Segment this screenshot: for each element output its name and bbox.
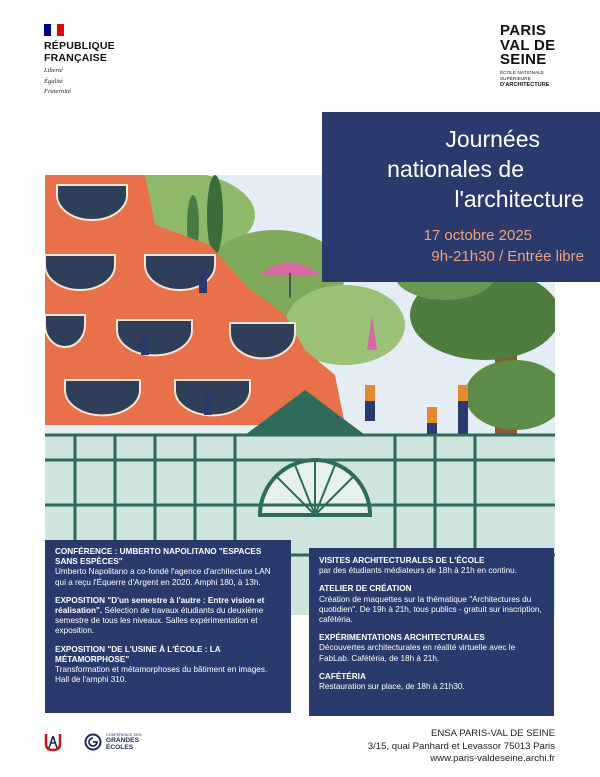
- french-flag-icon: [44, 24, 64, 36]
- program-text: par des étudiants médiateurs de 18h à 21h en continu.: [319, 566, 518, 576]
- school-address: [368, 728, 555, 766]
- logo-subtitle-2: D'ARCHITECTURE: [500, 81, 550, 88]
- program-text: Restauration sur place, de 18h à 21h30.: [319, 682, 465, 692]
- event-date: 17 octobre 2025: [423, 227, 532, 244]
- motto-fraternite: Fraternité: [44, 88, 71, 95]
- program-item: [319, 556, 546, 576]
- program-text: Création de maquettes sur la thématique "Architectures du quotidien". De 19h à 21h, tous publics - gratuit sur inscription, cafétéria.: [319, 594, 542, 625]
- title-line-2: nationales de: [387, 156, 524, 182]
- title-line-3: l'architecture: [454, 186, 584, 212]
- school-name: ENSA PARIS-VAL DE SEINE: [430, 728, 555, 739]
- school-website[interactable]: www.paris-valdeseine.archi.fr: [430, 753, 555, 765]
- event-hours: 9h-21h30 / Entrée libre: [431, 248, 584, 265]
- program-heading: EXPOSITION "DE L'USINE À L'ÉCOLE : LA MÉTAMORPHOSE": [55, 644, 221, 664]
- program-item: [55, 645, 283, 686]
- title-line-1: Journées: [445, 126, 540, 152]
- university-logo-icon: [44, 732, 66, 752]
- cge-big-text-2: ÉCOLES: [106, 744, 134, 752]
- cge-big-text-1: GRANDES: [106, 737, 139, 745]
- program-text: Umberto Napolitano a co-fondé l'agence d'architecture LAN qui a reçu l'Équerre d'Argent en 2020. Amphi 180, à 13h.: [55, 567, 271, 587]
- logo-line-seine: SEINE: [500, 51, 547, 68]
- program-right-panel: [309, 548, 554, 716]
- motto-liberte: Liberté: [44, 67, 63, 74]
- program-heading: VISITES ARCHITECTURALES DE L'ÉCOLE: [319, 556, 485, 565]
- paris-val-de-seine-logo: [500, 24, 564, 88]
- logo-line-val-de: VAL DE: [500, 36, 556, 54]
- logo-subtitle-1: ÉCOLE NATIONALE SUPÉRIEURE: [500, 69, 545, 81]
- program-text: Sélection de travaux étudiants du deuxième semestre de tous les niveaux. Salles expérimentation et exposition.: [55, 606, 264, 636]
- title-box: [322, 112, 600, 282]
- cge-emblem-icon: [84, 733, 102, 751]
- republique-line-2: FRANÇAISE: [44, 52, 108, 64]
- republique-line-1: RÉPUBLIQUE: [44, 40, 115, 52]
- motto-egalite: Égalité: [44, 77, 63, 85]
- program-heading: CAFÉTÉRIA: [319, 671, 366, 681]
- school-street: 3/15, quai Panhard et Levassor 75013 Paris: [367, 740, 555, 752]
- program-item: [55, 596, 283, 637]
- program-heading: ATELIER DE CRÉATION: [319, 584, 412, 594]
- program-text: Découvertes architecturales en réalité virtuelle avec le FabLab. Cafétéria, de 18h à 21h.: [319, 643, 516, 663]
- program-left-panel: [45, 540, 291, 713]
- partner-logos: [44, 732, 141, 752]
- program-heading: EXPOSITION "D'un semestre à l'autre : Entre vision et réalisation".: [55, 595, 265, 616]
- program-heading: CONFÉRENCE : UMBERTO NAPOLITANO "ESPACES SANS ESPÈCES": [55, 547, 262, 567]
- program-heading: EXPÉRIMENTATIONS ARCHITECTURALES: [319, 633, 485, 643]
- logo-line-paris: PARIS: [500, 22, 547, 39]
- cge-small-text: CONFÉRENCE DES: [106, 732, 142, 737]
- program-item: [319, 584, 546, 625]
- republique-francaise-logo: [44, 24, 154, 96]
- program-text: Transformation et métamorphoses du bâtiment en images. Hall de l'amphi 310.: [55, 665, 268, 685]
- cge-logo: [84, 733, 141, 752]
- program-item: [319, 672, 546, 692]
- program-item: [319, 633, 546, 664]
- program-item: [55, 547, 283, 588]
